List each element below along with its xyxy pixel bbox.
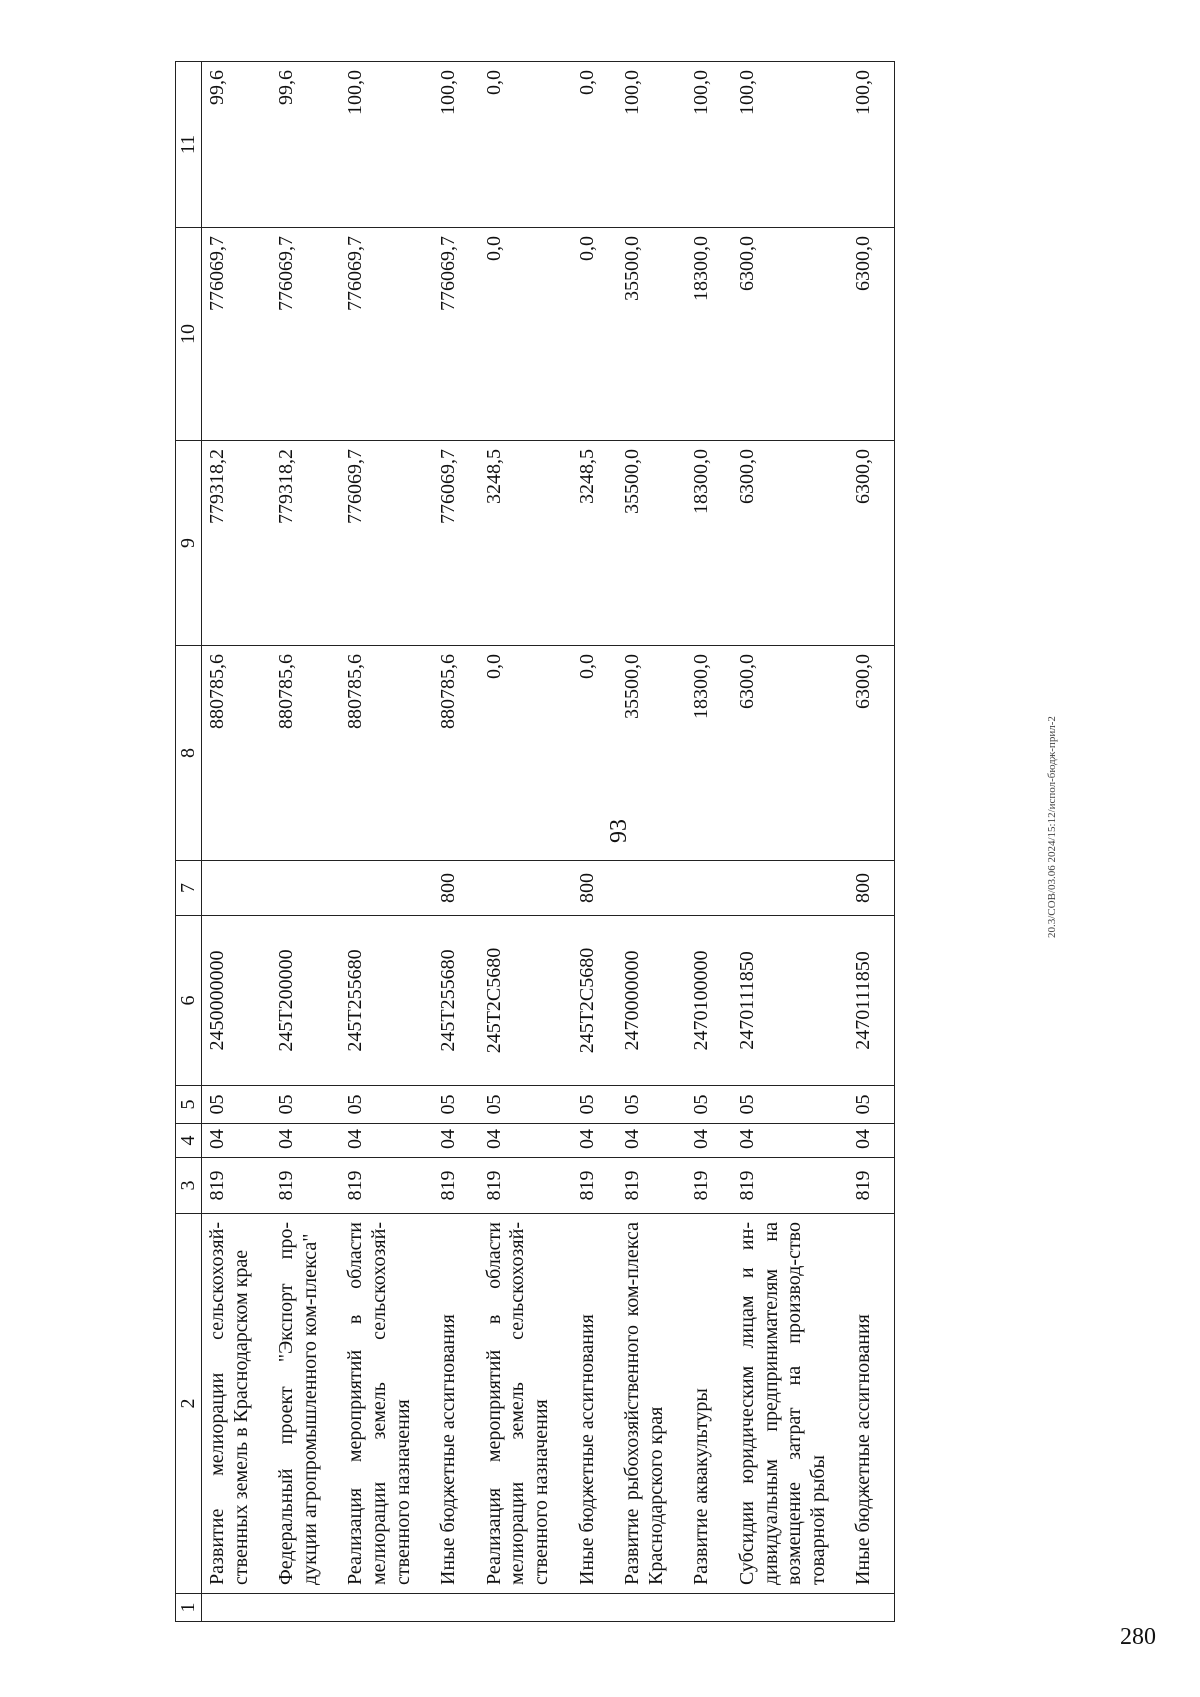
item-name-cell: Реализация мероприятий в области мелиорации земель сельскохозяй-ственного назначения xyxy=(340,1214,433,1594)
approved-amount-cell: 35500,0 xyxy=(617,646,686,861)
subsection-code-cell: 05 xyxy=(202,1086,272,1124)
table-row xyxy=(617,62,686,1622)
ministry-code-cell: 819 xyxy=(572,1158,618,1214)
item-name-cell: Иные бюджетные ассигнования xyxy=(572,1214,618,1594)
item-name-cell: Развитие рыбохозяйственного ком-плекса Краснодарского края xyxy=(617,1214,686,1594)
section-code-cell: 04 xyxy=(572,1124,618,1158)
row-number-cell xyxy=(479,1594,572,1622)
header-row xyxy=(176,62,202,1622)
section-code-cell: 04 xyxy=(340,1124,433,1158)
table-row xyxy=(271,62,340,1622)
item-name-cell: Развитие аквакультуры xyxy=(686,1214,732,1594)
rotated-page xyxy=(175,62,1005,1622)
row-number-cell xyxy=(848,1594,894,1622)
section-code-cell: 04 xyxy=(271,1124,340,1158)
execution-percent-cell: 100,0 xyxy=(433,62,479,228)
refined-amount-cell: 6300,0 xyxy=(732,441,848,646)
execution-percent-cell: 100,0 xyxy=(340,62,433,228)
row-number-cell xyxy=(202,1594,272,1622)
ministry-code-cell: 819 xyxy=(271,1158,340,1214)
col-header: 8 xyxy=(176,646,202,861)
target-article-cell: 2470000000 xyxy=(617,916,686,1086)
subsection-code-cell: 05 xyxy=(686,1086,732,1124)
executed-amount-cell: 6300,0 xyxy=(848,228,894,441)
subsection-code-cell: 05 xyxy=(617,1086,686,1124)
table-row xyxy=(479,62,572,1622)
target-article-cell: 245T200000 xyxy=(271,916,340,1086)
row-number-cell xyxy=(433,1594,479,1622)
refined-amount-cell: 18300,0 xyxy=(686,441,732,646)
executed-amount-cell: 776069,7 xyxy=(271,228,340,441)
document-stamp: 20.3/СОВ/03.06 2024/15:12/испол-бюдж-прил-2 xyxy=(1046,716,1058,938)
section-code-cell: 04 xyxy=(479,1124,572,1158)
page-number-bottom: 280 xyxy=(1120,1624,1156,1650)
table-row xyxy=(433,62,479,1622)
col-header: 10 xyxy=(176,228,202,441)
table-row xyxy=(572,62,618,1622)
item-name-cell: Федеральный проект "Экспорт про-дукции агропромышленного ком-плекса" xyxy=(271,1214,340,1594)
ministry-code-cell: 819 xyxy=(202,1158,272,1214)
refined-amount-cell: 776069,7 xyxy=(340,441,433,646)
approved-amount-cell: 0,0 xyxy=(572,646,618,861)
expense-type-cell xyxy=(271,861,340,916)
row-number-cell xyxy=(732,1594,848,1622)
execution-percent-cell: 99,6 xyxy=(202,62,272,228)
col-header: 1 xyxy=(176,1594,202,1622)
item-name-cell: Субсидии юридическим лицам и ин-дивидуальным предпринимателям на возмещение затрат на производ-ство товарной рыбы xyxy=(732,1214,848,1594)
row-number-cell xyxy=(572,1594,618,1622)
expense-type-cell: 800 xyxy=(433,861,479,916)
target-article-cell: 245T255680 xyxy=(340,916,433,1086)
section-code-cell: 04 xyxy=(848,1124,894,1158)
expense-type-cell xyxy=(732,861,848,916)
executed-amount-cell: 18300,0 xyxy=(686,228,732,441)
executed-amount-cell: 776069,7 xyxy=(433,228,479,441)
row-number-cell xyxy=(340,1594,433,1622)
section-code-cell: 04 xyxy=(617,1124,686,1158)
approved-amount-cell: 880785,6 xyxy=(202,646,272,861)
subsection-code-cell: 05 xyxy=(479,1086,572,1124)
expense-type-cell: 800 xyxy=(572,861,618,916)
execution-percent-cell: 0,0 xyxy=(479,62,572,228)
executed-amount-cell: 776069,7 xyxy=(340,228,433,441)
refined-amount-cell: 3248,5 xyxy=(479,441,572,646)
ministry-code-cell: 819 xyxy=(686,1158,732,1214)
col-header: 11 xyxy=(176,62,202,228)
table-row xyxy=(202,62,272,1622)
executed-amount-cell: 0,0 xyxy=(572,228,618,441)
table-row xyxy=(686,62,732,1622)
subsection-code-cell: 05 xyxy=(433,1086,479,1124)
execution-percent-cell: 100,0 xyxy=(848,62,894,228)
approved-amount-cell: 6300,0 xyxy=(732,646,848,861)
target-article-cell: 245T2C5680 xyxy=(479,916,572,1086)
approved-amount-cell: 0,0 xyxy=(479,646,572,861)
item-name-cell: Иные бюджетные ассигнования xyxy=(433,1214,479,1594)
refined-amount-cell: 6300,0 xyxy=(848,441,894,646)
approved-amount-cell: 880785,6 xyxy=(340,646,433,861)
target-article-cell: 2470100000 xyxy=(686,916,732,1086)
section-code-cell: 04 xyxy=(732,1124,848,1158)
executed-amount-cell: 6300,0 xyxy=(732,228,848,441)
ministry-code-cell: 819 xyxy=(617,1158,686,1214)
col-header: 2 xyxy=(176,1214,202,1594)
executed-amount-cell: 0,0 xyxy=(479,228,572,441)
table-row xyxy=(848,62,894,1622)
refined-amount-cell: 779318,2 xyxy=(202,441,272,646)
item-name-cell: Иные бюджетные ассигнования xyxy=(848,1214,894,1594)
row-number-cell xyxy=(617,1594,686,1622)
execution-percent-cell: 100,0 xyxy=(732,62,848,228)
ministry-code-cell: 819 xyxy=(479,1158,572,1214)
subsection-code-cell: 05 xyxy=(271,1086,340,1124)
row-number-cell xyxy=(271,1594,340,1622)
item-name-cell: Развитие мелиорации сельскохозяй-ственных земель в Краснодарском крае xyxy=(202,1214,272,1594)
ministry-code-cell: 819 xyxy=(433,1158,479,1214)
execution-percent-cell: 100,0 xyxy=(686,62,732,228)
row-number-cell xyxy=(686,1594,732,1622)
section-code-cell: 04 xyxy=(433,1124,479,1158)
executed-amount-cell: 776069,7 xyxy=(202,228,272,441)
section-code-cell: 04 xyxy=(202,1124,272,1158)
item-name-cell: Реализация мероприятий в области мелиорации земель сельскохозяй-ственного назначения xyxy=(479,1214,572,1594)
subsection-code-cell: 05 xyxy=(848,1086,894,1124)
target-article-cell: 2450000000 xyxy=(202,916,272,1086)
col-header: 9 xyxy=(176,441,202,646)
executed-amount-cell: 35500,0 xyxy=(617,228,686,441)
ministry-code-cell: 819 xyxy=(340,1158,433,1214)
col-header: 6 xyxy=(176,916,202,1086)
table-body xyxy=(202,62,895,1622)
refined-amount-cell: 776069,7 xyxy=(433,441,479,646)
col-header: 3 xyxy=(176,1158,202,1214)
target-article-cell: 245T2C5680 xyxy=(572,916,618,1086)
refined-amount-cell: 3248,5 xyxy=(572,441,618,646)
execution-percent-cell: 99,6 xyxy=(271,62,340,228)
approved-amount-cell: 18300,0 xyxy=(686,646,732,861)
section-code-cell: 04 xyxy=(686,1124,732,1158)
target-article-cell: 2470111850 xyxy=(732,916,848,1086)
budget-table xyxy=(175,61,895,1622)
expense-type-cell xyxy=(340,861,433,916)
execution-percent-cell: 100,0 xyxy=(617,62,686,228)
approved-amount-cell: 880785,6 xyxy=(271,646,340,861)
expense-type-cell xyxy=(479,861,572,916)
execution-percent-cell: 0,0 xyxy=(572,62,618,228)
ministry-code-cell: 819 xyxy=(732,1158,848,1214)
expense-type-cell xyxy=(617,861,686,916)
table-header xyxy=(176,62,202,1622)
col-header: 5 xyxy=(176,1086,202,1124)
target-article-cell: 245T255680 xyxy=(433,916,479,1086)
expense-type-cell xyxy=(686,861,732,916)
page-number-top: 93 xyxy=(606,819,632,843)
subsection-code-cell: 05 xyxy=(572,1086,618,1124)
ministry-code-cell: 819 xyxy=(848,1158,894,1214)
col-header: 4 xyxy=(176,1124,202,1158)
col-header: 7 xyxy=(176,861,202,916)
expense-type-cell xyxy=(202,861,272,916)
approved-amount-cell: 6300,0 xyxy=(848,646,894,861)
refined-amount-cell: 35500,0 xyxy=(617,441,686,646)
subsection-code-cell: 05 xyxy=(340,1086,433,1124)
subsection-code-cell: 05 xyxy=(732,1086,848,1124)
target-article-cell: 2470111850 xyxy=(848,916,894,1086)
table-row xyxy=(732,62,848,1622)
table-row xyxy=(340,62,433,1622)
approved-amount-cell: 880785,6 xyxy=(433,646,479,861)
refined-amount-cell: 779318,2 xyxy=(271,441,340,646)
expense-type-cell: 800 xyxy=(848,861,894,916)
